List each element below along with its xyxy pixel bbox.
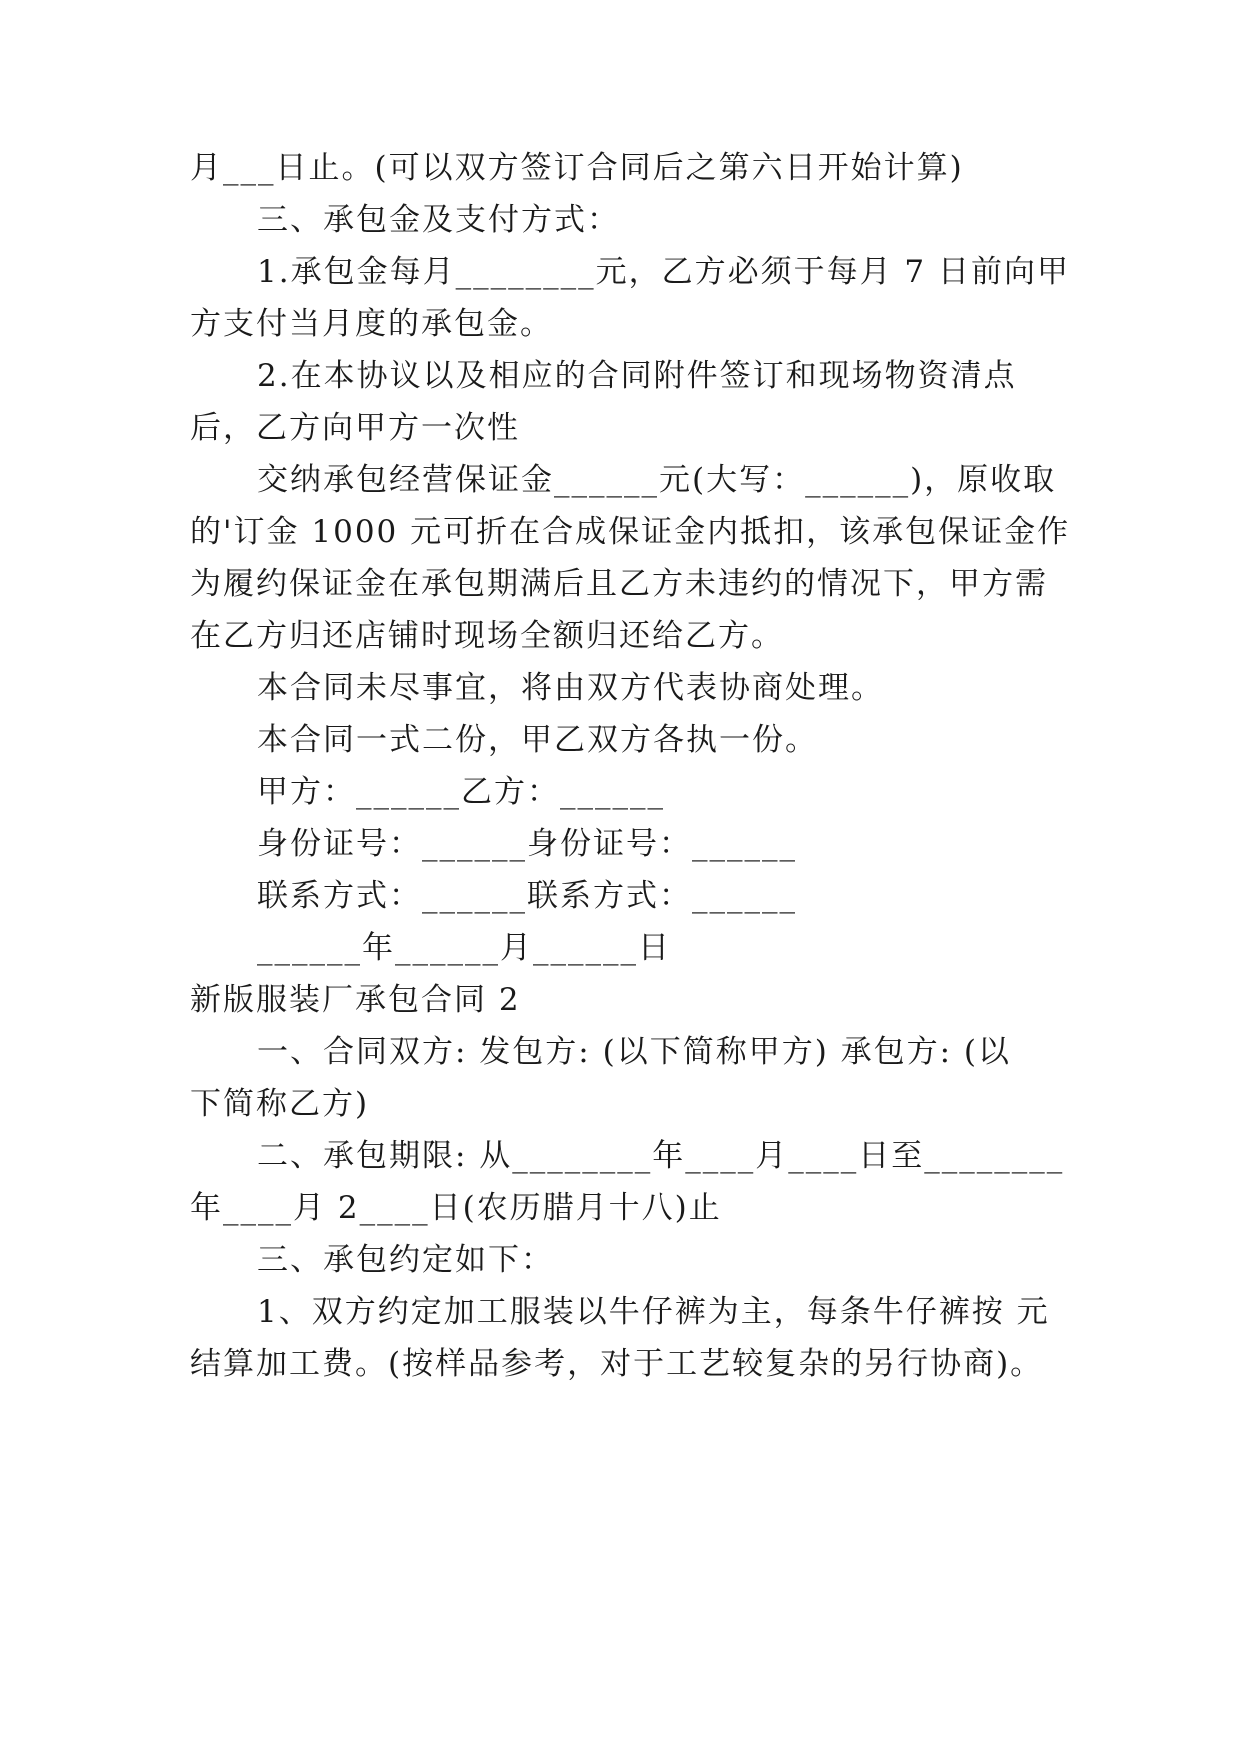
id-number-line: 身份证号：______身份证号：______ — [257, 826, 797, 862]
text-line: 交纳承包经营保证金______元(大写：______)，原收取 — [257, 462, 1057, 498]
text-line: 为履约保证金在承包期满后且乙方未违约的情况下，甲方需 — [190, 566, 1048, 602]
text-line: 的'订金 1000 元可折在合成保证金内抵扣，该承包保证金作 — [190, 514, 1071, 550]
section-heading: 三、承包约定如下： — [257, 1242, 554, 1278]
text-line: 下简称乙方) — [190, 1086, 370, 1122]
document-title: 新版服装厂承包合同 2 — [190, 982, 521, 1018]
text-line: 月___日止。(可以双方签订合同后之第六日开始计算) — [190, 150, 964, 186]
text-line: 1.承包金每月________元，乙方必须于每月 7 日前向甲 — [257, 254, 1071, 290]
text-line: 方支付当月度的承包金。 — [190, 306, 553, 342]
text-line: 本合同未尽事宜，将由双方代表协商处理。 — [257, 670, 884, 706]
date-line: ______年______月______日 — [257, 930, 671, 966]
text-line: 本合同一式二份，甲乙双方各执一份。 — [257, 722, 818, 758]
text-line: 年____月 2____日(农历腊月十八)止 — [190, 1190, 722, 1226]
text-line: 2.在本协议以及相应的合同附件签订和现场物资清点 — [257, 358, 1017, 394]
text-line: 后，乙方向甲方一次性 — [190, 410, 520, 446]
text-line: 1、双方约定加工服装以牛仔裤为主，每条牛仔裤按 元 — [257, 1294, 1050, 1330]
contact-line: 联系方式：______联系方式：______ — [257, 878, 797, 914]
text-line: 结算加工费。(按样品参考，对于工艺较复杂的另行协商)。 — [190, 1346, 1044, 1382]
signature-line: 甲方：______乙方：______ — [257, 774, 665, 810]
section-heading: 二、承包期限: 从________年____月____日至________ — [257, 1138, 1065, 1174]
section-heading: 三、承包金及支付方式： — [257, 202, 620, 238]
text-line: 在乙方归还店铺时现场全额归还给乙方。 — [190, 618, 784, 654]
section-heading: 一、合同双方: 发包方: (以下简称甲方) 承包方: (以 — [257, 1034, 1012, 1070]
